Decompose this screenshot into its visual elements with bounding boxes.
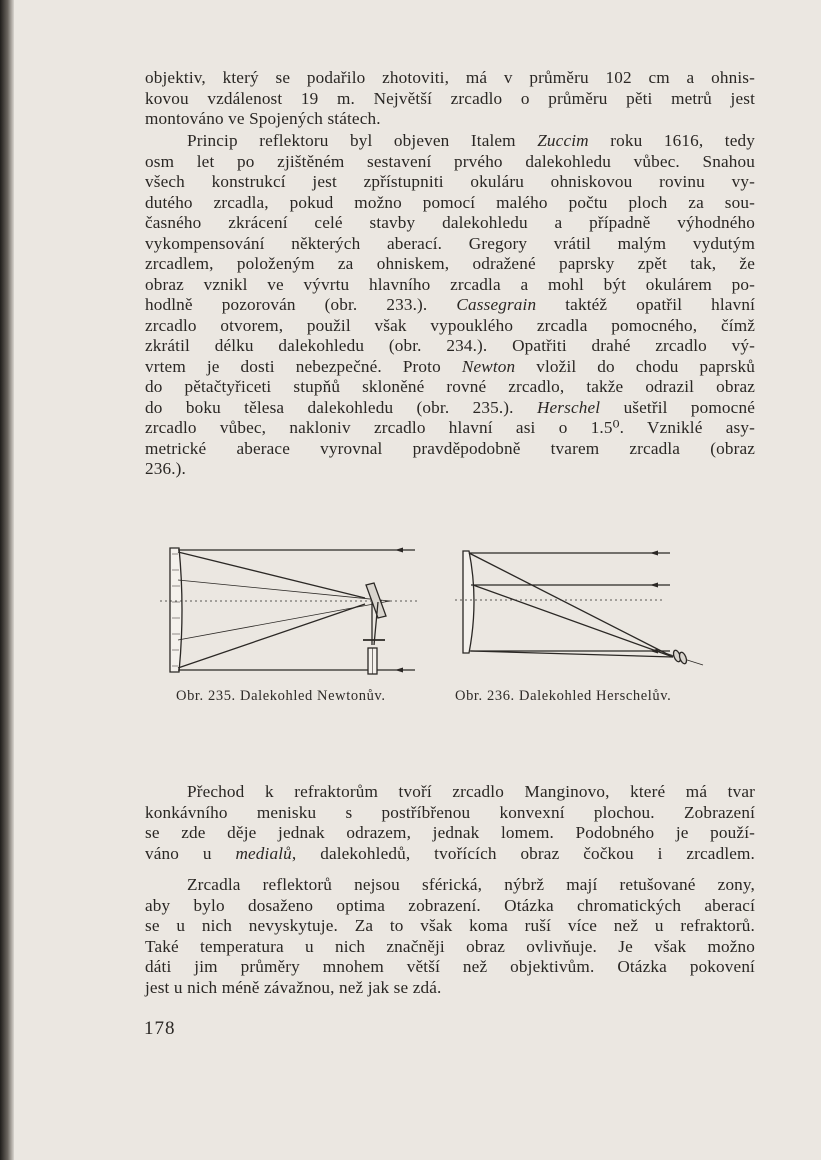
text-line: zrcadlo otvorem, použil však vypouklého zrcadla pomocného, čímž	[145, 315, 755, 335]
text-line: osm let po zjištěném sestavení prvého dalekohledu vůbec. Snahou	[145, 151, 755, 171]
text-line: dáti jim průměry mnohem větší než objektivům. Otázka pokovení	[145, 957, 755, 976]
paragraph-3	[145, 782, 755, 864]
figure-herschel-telescope	[455, 545, 705, 675]
figure-newton-telescope	[160, 540, 445, 685]
text-line: do boku tělesa dalekohledu (obr. 235.). Herschel ušetřil pomocné	[145, 397, 755, 417]
text-line: vrtem je dosti nebezpečné. Proto Newton vložil do chodu paprsků	[145, 356, 756, 376]
text-line: aby bylo dosaženo optima zobrazení. Otázka chromatických aberací	[145, 895, 755, 915]
text-line: zrcadlo vůbec, nakloniv zrcadlo hlavní asi o 1.5⁰. Vzniklé asy-	[145, 418, 755, 437]
text-line: do pětačtyřiceti stupňů skloněné rovné zrcadlo, takže odrazil obraz	[145, 377, 755, 396]
text-line: všech konstrukcí jest zpřístupniti okuláru ohniskovou rovinu vy-	[145, 172, 755, 191]
text-line: obraz vznikl ve vývrtu hlavního zrcadla a mohl být okulárem po-	[145, 274, 755, 294]
paragraph-4	[145, 875, 755, 998]
primary-mirror	[170, 548, 182, 672]
name-cassegrain: Cassegrain	[456, 295, 537, 314]
text-line: se u nich nevyskytuje. Za to však koma ruší více než u refraktorů.	[145, 916, 755, 935]
text-line: Přechod k refraktorům tvoří zrcadlo Manginovo, které má tvar	[187, 782, 755, 801]
paragraph-1	[145, 68, 755, 130]
text-line: montováno ve Spojených státech.	[145, 109, 381, 128]
text-line: Zrcadla reflektorů nejsou sférická, nýbrž mají retušované zony,	[187, 875, 755, 894]
text-line: časného zkrácení celé stavby dalekohledu a případně výhodného	[145, 213, 755, 232]
tilted-primary-mirror	[463, 551, 474, 653]
text-line: jest u nich méně závažnou, než jak se zdá.	[145, 977, 442, 997]
name-zuccim: Zuccim	[537, 131, 589, 150]
text-line: hodlně pozorován (obr. 233.). Cassegrain taktéž opatřil hlavní	[145, 295, 755, 314]
text-line: zrcadlem, položeným za ohniskem, odražené paprsky zpět tak, že	[145, 254, 755, 273]
name-herschel: Herschel	[536, 397, 601, 417]
caption-fig-235: Obr. 235. Dalekohled Newtonův.	[176, 688, 386, 704]
caption-fig-236: Obr. 236. Dalekohled Herschelův.	[455, 688, 672, 704]
text-line: váno u medialů, dalekohledů, tvořících obraz čočkou i zrcadlem.	[145, 843, 755, 863]
text-line: Princip reflektoru byl objeven Italem Zuccim roku 1616, tedy	[187, 131, 755, 150]
text-line: kovou vzdálenost 19 m. Největší zrcadlo o průměru pěti metrů jest	[145, 88, 755, 108]
text-line: se zde děje jednak odrazem, jednak lomem. Podobného je použí-	[145, 823, 755, 842]
text-line: vykompensování některých aberací. Gregory vrátil malým vydutým	[145, 233, 755, 253]
term-medialu: medialů	[235, 843, 292, 863]
text-line: 236.).	[145, 459, 186, 478]
paragraph-2	[145, 131, 755, 480]
text-line: objektiv, který se podařilo zhotoviti, má v průměru 102 cm a ohnis-	[145, 68, 755, 87]
text-line: Také temperatura u nich značněji obraz ovlivňuje. Je však možno	[145, 936, 755, 956]
text-line: konkávního menisku s postříbřenou konvexní plochou. Zobrazení	[145, 802, 755, 822]
text-line: zkrátil délku dalekohledu (obr. 234.). Opatřiti drahé zrcadlo vý-	[145, 336, 755, 355]
name-newton: Newton	[461, 356, 516, 376]
text-line: metrické aberace vyrovnal pravděpodobně tvarem zrcadla (obraz	[145, 438, 755, 458]
page-number: 178	[144, 1018, 176, 1039]
text-line: dutého zrcadla, pokud možno pomocí malého počtu ploch za sou-	[145, 192, 755, 212]
